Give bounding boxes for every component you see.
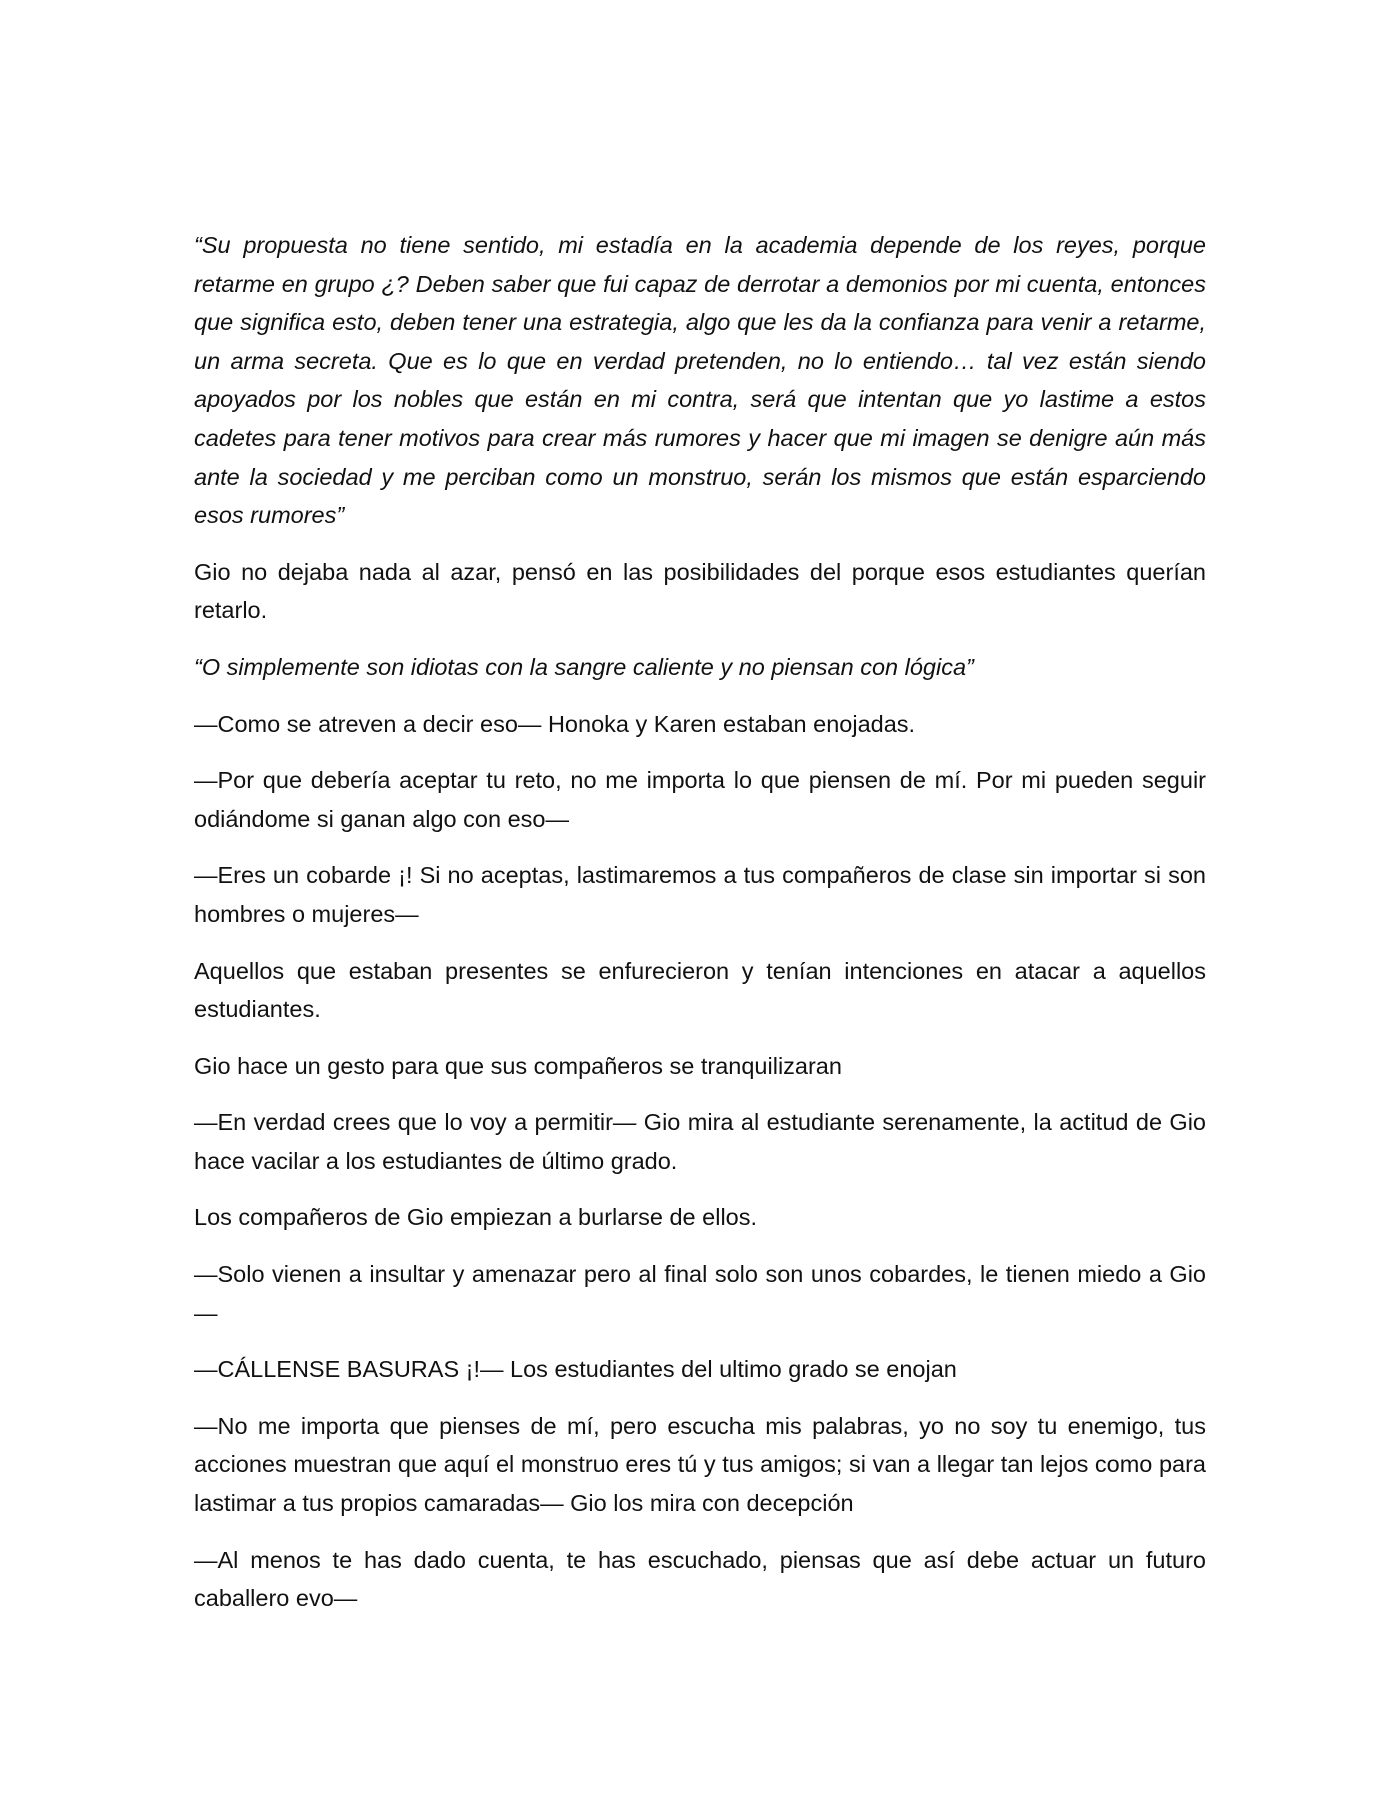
paragraph-dialogue-4: —En verdad crees que lo voy a permitir— Gio mira al estudiante serenamente, la actitud de Gio hace vacilar a los estudiantes de último grado. bbox=[194, 1109, 1206, 1174]
paragraph-dialogue-2: —Por que debería aceptar tu reto, no me importa lo que piensen de mí. Por mi pueden seguir odiándome si ganan algo con eso— bbox=[194, 767, 1206, 832]
paragraph-narration-3: Gio hace un gesto para que sus compañeros se tranquilizaran bbox=[194, 1052, 842, 1079]
paragraph-dialogue-5: —Solo vienen a insultar y amenazar pero al final solo son unos cobardes, le tienen miedo a Gio— bbox=[194, 1261, 1206, 1326]
paragraph-narration-4: Los compañeros de Gio empiezan a burlarse de ellos. bbox=[194, 1204, 758, 1231]
paragraph-dialogue-7: —No me importa que pienses de mí, pero escucha mis palabras, yo no soy tu enemigo, tus acciones muestran que aquí el monstruo eres tú y tus amigos; si van a llegar tan lejos como para lastimar a tus propios camaradas— Gio los mira con decepción bbox=[194, 1412, 1206, 1517]
document-page bbox=[194, 226, 1206, 1636]
paragraph-inner-thought-2: “O simplemente son idiotas con la sangre caliente y no piensan con lógica” bbox=[194, 653, 974, 680]
paragraph-dialogue-6: —CÁLLENSE BASURAS ¡!— Los estudiantes del ultimo grado se enojan bbox=[194, 1356, 957, 1383]
paragraph-narration-2: Aquellos que estaban presentes se enfurecieron y tenían intenciones en atacar a aquellos estudiantes. bbox=[194, 957, 1206, 1023]
paragraph-dialogue-8: —Al menos te has dado cuenta, te has escuchado, piensas que así debe actuar un futuro caballero evo— bbox=[194, 1546, 1206, 1612]
paragraph-dialogue-1: —Como se atreven a decir eso— Honoka y Karen estaban enojadas. bbox=[194, 710, 916, 737]
paragraph-inner-thought-1: “Su propuesta no tiene sentido, mi estadía en la academia depende de los reyes, porque retarme en grupo ¿? Deben saber que fui capaz de derrotar a demonios por mi cuenta, entonces que significa esto, deben tener una estrategia, algo que les da la confianza para venir a retarme, un arma secreta. Que es lo que en verdad pretenden, no lo entiendo… tal vez están siendo apoyados por los nobles que están en mi contra, será que intentan que yo lastime a estos cadetes para tener motivos para crear más rumores y hacer que mi imagen se denigre aún más ante la sociedad y me perciban como un monstruo, serán los mismos que están esparciendo esos rumores” bbox=[194, 232, 1206, 529]
paragraph-narration-1: Gio no dejaba nada al azar, pensó en las posibilidades del porque esos estudiantes querían retarlo. bbox=[194, 558, 1206, 624]
paragraph-dialogue-3: —Eres un cobarde ¡! Si no aceptas, lastimaremos a tus compañeros de clase sin importar si son hombres o mujeres— bbox=[194, 862, 1206, 927]
